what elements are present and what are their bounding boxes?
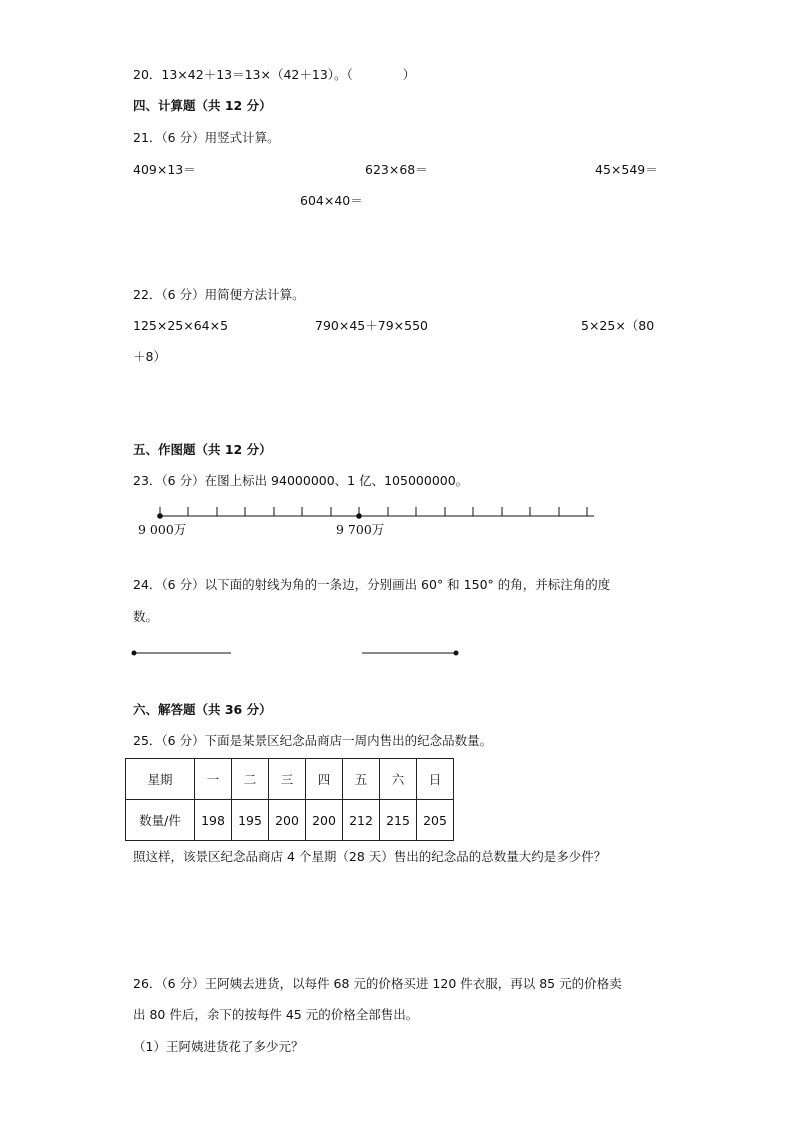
section5-title: 五、作图题（共 12 分） bbox=[133, 442, 272, 457]
table-row-quantities bbox=[126, 800, 454, 841]
q22-stem: 22．（6 分）用简便方法计算。 bbox=[133, 287, 305, 302]
ray-right-endpoint bbox=[454, 651, 459, 656]
q26-line2: 出 80 件后，余下的按每件 45 元的价格全部售出。 bbox=[133, 1007, 419, 1022]
q20-text: 20．13×42＋13＝13×（42＋13）。（ ） bbox=[133, 67, 416, 82]
table-cell-quantity: 195 bbox=[232, 800, 269, 841]
number-line-label-start: 9 000万 bbox=[138, 522, 187, 537]
table-cell-quantity: 200 bbox=[269, 800, 306, 841]
table-cell-day: 五 bbox=[343, 759, 380, 800]
table-cell-day: 六 bbox=[380, 759, 417, 800]
table-cell-day: 日 bbox=[417, 759, 454, 800]
q24-line1: 24．（6 分）以下面的射线为角的一条边，分别画出 60° 和 150° 的角，并标注角的度 bbox=[133, 577, 611, 592]
q26-sub1: （1）王阿姨进货花了多少元？ bbox=[133, 1039, 304, 1054]
table-cell-day: 三 bbox=[269, 759, 306, 800]
q24-line2: 数。 bbox=[133, 609, 159, 624]
q22-item-3: 5×25×（80 bbox=[581, 318, 655, 333]
table-cell-quantity: 215 bbox=[380, 800, 417, 841]
q21-item-1: 409×13＝ bbox=[133, 162, 196, 177]
q26-line1: 26．（6 分）王阿姨去进货，以每件 68 元的价格买进 120 件衣服，再以 85 元的价格卖 bbox=[133, 976, 622, 991]
table-cell-day: 四 bbox=[306, 759, 343, 800]
q25-question: 照这样，该景区纪念品商店 4 个星期（28 天）售出的纪念品的总数量大约是多少件？ bbox=[133, 849, 607, 864]
rays bbox=[128, 646, 468, 660]
q22-item-1: 125×25×64×5 bbox=[133, 318, 229, 333]
q21-item-4: 604×40＝ bbox=[300, 193, 363, 208]
table-row-days bbox=[126, 759, 454, 800]
table-cell-day: 一 bbox=[195, 759, 232, 800]
sales-table bbox=[125, 758, 454, 841]
q22-item-3-cont: ＋8） bbox=[133, 349, 166, 364]
table-header-quantity: 数量/件 bbox=[126, 800, 195, 841]
ray-left-endpoint bbox=[132, 651, 137, 656]
q25-stem: 25．（6 分）下面是某景区纪念品商店一周内售出的纪念品数量。 bbox=[133, 733, 493, 748]
table-cell-quantity: 205 bbox=[417, 800, 454, 841]
q23-stem: 23．（6 分）在图上标出 94000000、1 亿、105000000。 bbox=[133, 473, 469, 488]
q21-item-2: 623×68＝ bbox=[365, 162, 428, 177]
table-cell-quantity: 212 bbox=[343, 800, 380, 841]
table-cell-quantity: 200 bbox=[306, 800, 343, 841]
table-cell-quantity: 198 bbox=[195, 800, 232, 841]
number-line-ticks bbox=[160, 507, 587, 516]
q22-item-2: 790×45＋79×550 bbox=[315, 318, 428, 333]
q21-stem: 21．（6 分）用竖式计算。 bbox=[133, 130, 280, 145]
number-line-mid-dot bbox=[356, 513, 362, 519]
section4-title: 四、计算题（共 12 分） bbox=[133, 98, 272, 113]
q21-item-3: 45×549＝ bbox=[595, 162, 658, 177]
number-line-label-mid: 9 700万 bbox=[336, 522, 385, 537]
number-line bbox=[140, 500, 600, 524]
section6-title: 六、解答题（共 36 分） bbox=[133, 702, 272, 717]
number-line-start-dot bbox=[157, 513, 163, 519]
table-header-day: 星期 bbox=[126, 759, 195, 800]
table-cell-day: 二 bbox=[232, 759, 269, 800]
